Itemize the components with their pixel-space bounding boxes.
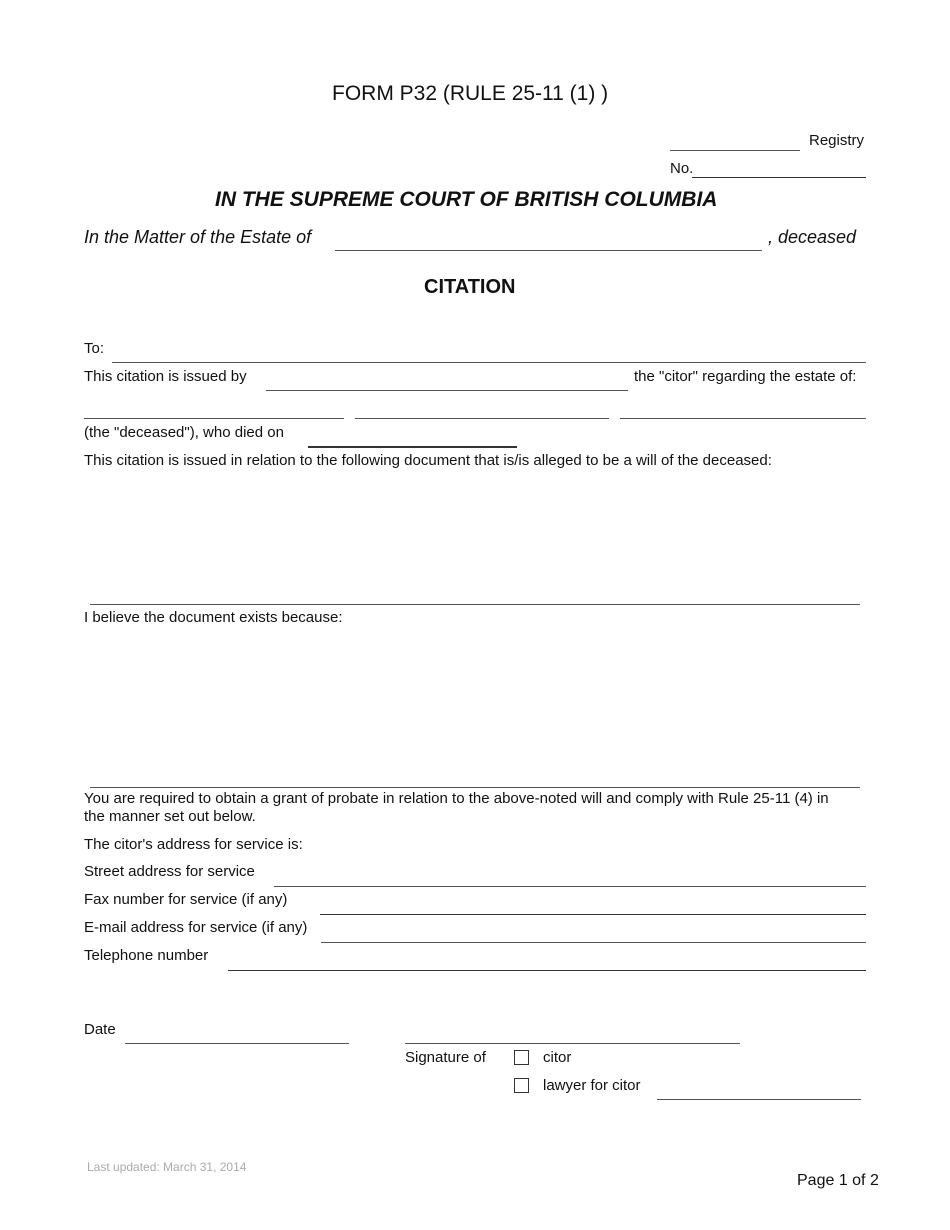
registry-field-line[interactable] [670, 150, 800, 151]
document-description-area[interactable] [90, 474, 860, 602]
issued-by-label: This citation is issued by [84, 368, 247, 385]
registry-label: Registry [809, 132, 865, 149]
to-label: To: [84, 340, 105, 357]
document-relation-text: This citation is issued in relation to the following document that is/is alleged to be a will of the deceased: [84, 452, 772, 469]
telephone-number-field-line[interactable] [228, 970, 866, 971]
court-title: IN THE SUPREME COURT OF BRITISH COLUMBIA [215, 188, 718, 211]
belief-label: I believe the document exists because: [84, 609, 343, 626]
matter-suffix: , deceased [768, 227, 857, 247]
deceased-name-field-3[interactable] [620, 418, 866, 419]
email-address-field-line[interactable] [321, 942, 866, 943]
requirement-text-line1: You are required to obtain a grant of probate in relation to the above-noted will and comply with Rule 25-11 (4) in [84, 790, 829, 807]
street-address-label: Street address for service [84, 863, 255, 880]
lawyer-name-field-line[interactable] [657, 1099, 861, 1100]
fax-number-label: Fax number for service (if any) [84, 891, 288, 908]
fax-number-field-line[interactable] [320, 914, 866, 915]
telephone-number-label: Telephone number [84, 947, 209, 964]
page-number: Page 1 of 2 [797, 1172, 879, 1189]
issued-by-field-line[interactable] [266, 390, 628, 391]
address-heading: The citor's address for service is: [84, 836, 303, 853]
document-title: CITATION [424, 276, 516, 298]
citor-checkbox[interactable] [514, 1050, 529, 1065]
date-field-line[interactable] [125, 1043, 349, 1044]
last-updated-text: Last updated: March 31, 2014 [87, 1160, 247, 1174]
deceased-name-field-2[interactable] [355, 418, 609, 419]
file-no-field-line[interactable] [692, 177, 866, 178]
deceased-name-field-1[interactable] [84, 418, 344, 419]
belief-reason-field-line[interactable] [90, 787, 860, 788]
belief-reason-area[interactable] [90, 630, 860, 785]
file-no-label: No. [670, 160, 694, 177]
to-field-line[interactable] [112, 362, 866, 363]
email-address-label: E-mail address for service (if any) [84, 919, 308, 936]
citor-checkbox-label: citor [543, 1049, 572, 1066]
deceased-label: (the "deceased"), who died on [84, 424, 284, 441]
street-address-field-line[interactable] [274, 886, 866, 887]
signature-field-line[interactable] [405, 1043, 740, 1044]
lawyer-for-citor-checkbox-label: lawyer for citor [543, 1077, 641, 1094]
date-label: Date [84, 1021, 116, 1038]
citor-label: the "citor" regarding the estate of: [634, 368, 857, 385]
lawyer-for-citor-checkbox[interactable] [514, 1078, 529, 1093]
signature-of-label: Signature of [405, 1049, 486, 1066]
matter-prefix: In the Matter of the Estate of [84, 227, 312, 247]
requirement-text-line2: the manner set out below. [84, 808, 256, 825]
estate-name-field-line[interactable] [335, 250, 762, 251]
document-description-field-line[interactable] [90, 604, 860, 605]
date-of-death-field-line[interactable] [308, 446, 517, 448]
form-title: FORM P32 (RULE 25-11 (1) ) [332, 82, 609, 105]
